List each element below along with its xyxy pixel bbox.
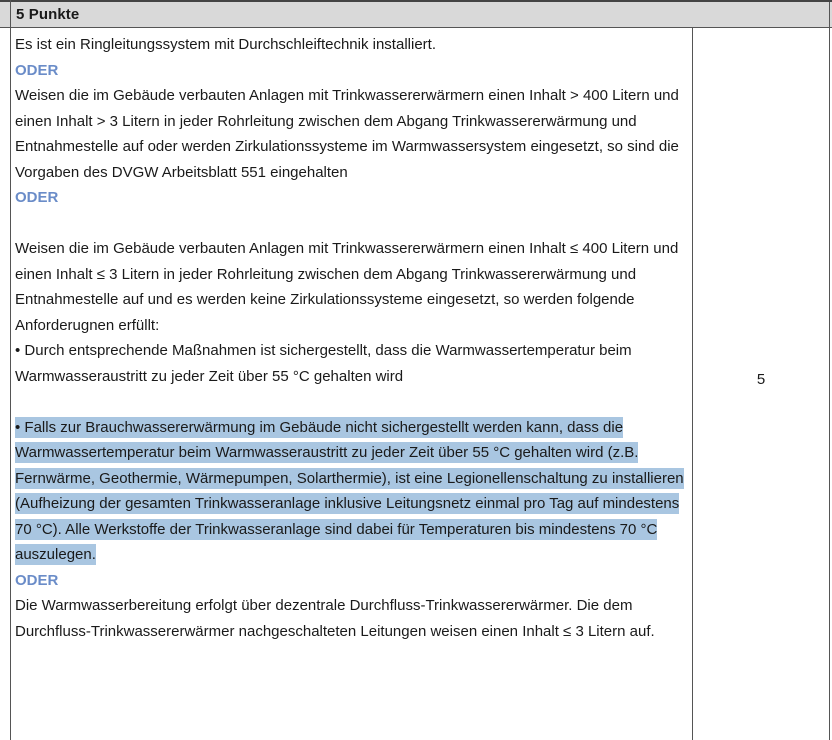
cell-border-right xyxy=(829,28,830,740)
points-header-title: 5 Punkte xyxy=(16,6,80,23)
blank-line xyxy=(15,389,691,415)
bullet-legionella xyxy=(15,415,691,568)
oder-label: ODER xyxy=(15,189,59,206)
table-header-row xyxy=(0,0,832,28)
points-value: 5 xyxy=(756,371,766,388)
paragraph-small-systems: Weisen die im Gebäude verbauten Anlagen mit Trinkwassererwärmern einen Inhalt ≤ 400 Litern und einen Inhalt ≤ 3 Litern in jeder Rohrleitung zwischen dem Abgang Trinkwassererwärmung und Entnahmestelle auf und es werden keine Zirkulationssysteme eingesetzt, so werden folgende Anforderugnen erfüllt: xyxy=(15,240,679,334)
paragraph-dvgw-551: Weisen die im Gebäude verbauten Anlagen mit Trinkwassererwärmern einen Inhalt > 400 Litern und einen Inhalt > 3 Litern in jeder Rohrleitung zwischen dem Abgang Trinkwassererwärmung und Entnahmestelle auf oder werden Zirkulationssysteme im Warmwassersystem eingesetzt, so sind die Vorgaben des DVGW Arbeitsblatt 551 eingehalten xyxy=(15,87,679,181)
header-right-border xyxy=(829,2,830,27)
cell-border-left xyxy=(10,0,11,740)
bullet-temperature: • Durch entsprechende Maßnahmen ist sichergestellt, dass die Warmwassertemperatur beim Warmwasseraustritt zu jeder Zeit über 55 °C gehalten wird xyxy=(15,342,632,385)
blank-line xyxy=(15,211,691,237)
paragraph-decentral-heaters: Die Warmwasserbereitung erfolgt über dezentrale Durchfluss-Trinkwassererwärmer. Die dem Durchfluss-Trinkwassererwärmer nachgeschalteten Leitungen weisen einen Inhalt ≤ 3 Litern auf. xyxy=(15,597,655,640)
paragraph-ringleitung: Es ist ein Ringleitungssystem mit Durchschleiftechnik installiert. xyxy=(15,36,436,53)
oder-label: ODER xyxy=(15,61,59,79)
oder-label: ODER xyxy=(15,571,59,589)
requirement-text-cell[interactable] xyxy=(15,32,691,644)
selected-text-highlight[interactable]: • Falls zur Brauchwassererwärmung im Gebäude nicht sichergestellt werden kann, dass die Warmwassertemperatur beim Warmwasseraustritt zu jeder Zeit über 55 °C gehalten wird (z.B. Fernwärme, Geothermie, Wärmepumpen, Solarthermie), ist eine Legionellenschaltung zu installieren (Aufheizung der gesamten Trinkwasseranlage inklusive Leitungsnetz einmal pro Tag auf mindestens 70 °C). Alle Werkstoffe der Trinkwasseranlage sind dabei für Temperaturen bis mindestens 70 °C auszulegen. xyxy=(15,418,684,563)
